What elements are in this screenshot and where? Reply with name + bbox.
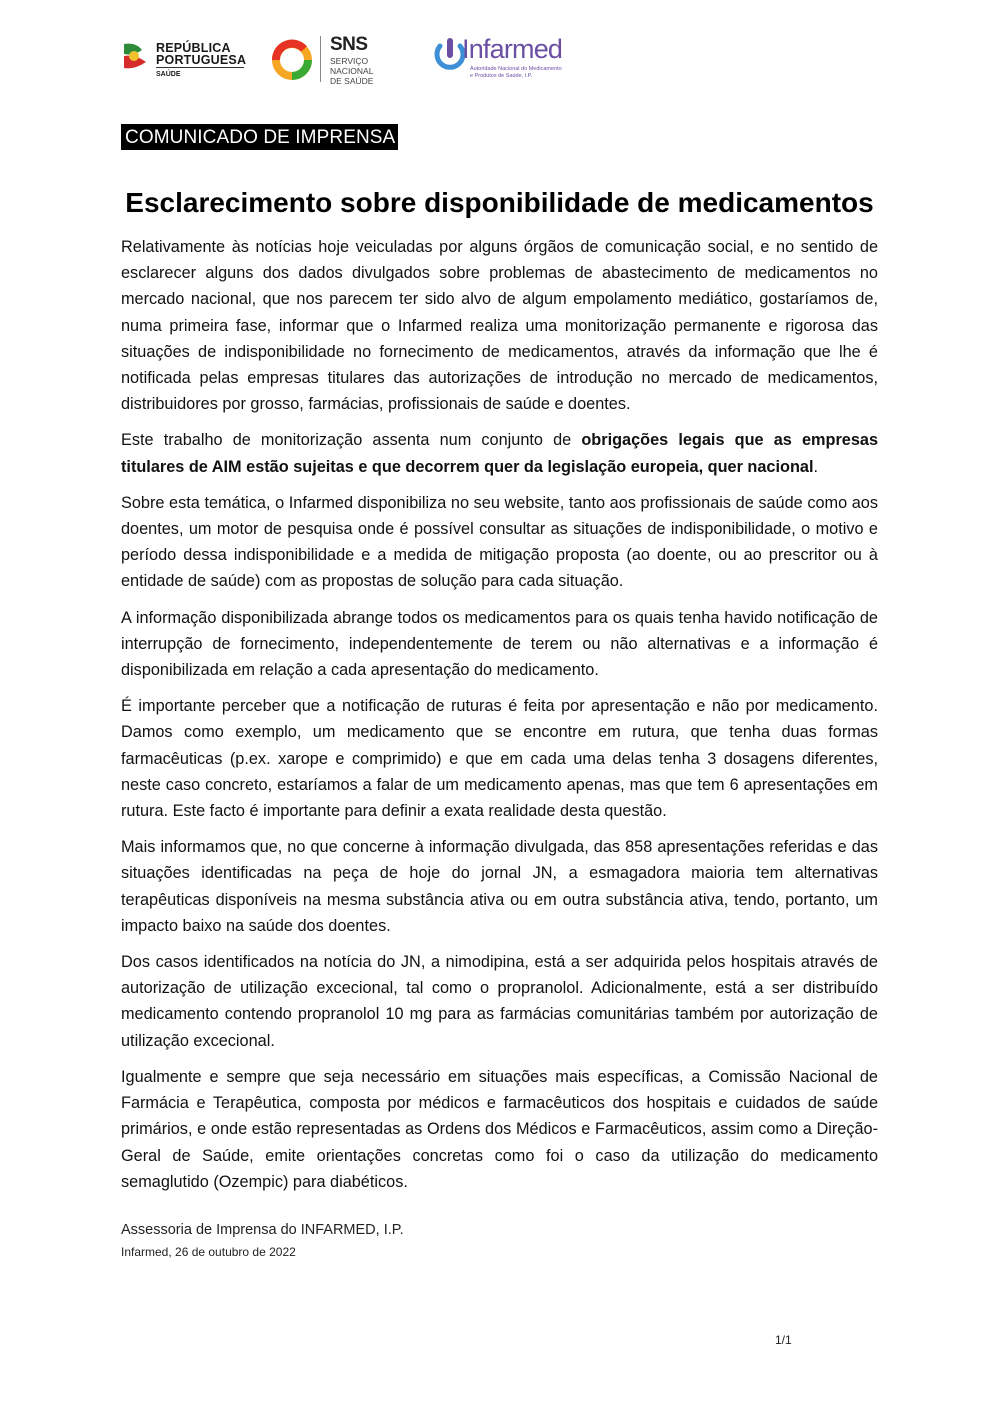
page-title: Esclarecimento sobre disponibilidade de medicamentos: [125, 187, 874, 218]
page-number: 1/1: [775, 1333, 792, 1347]
sns-ring-icon: [270, 38, 314, 82]
paragraph-7: Dos casos identificados na notícia do JN, a nimodipina, está a ser adquirida pelos hospitais através de autorização de utilização excecional, tal como o propranolol. Adicionalmente, está a ser distribuído medicamento contendo propranolol 10 mg para as farmácias comunitárias também por autorização de utilização excecional.: [121, 953, 878, 1050]
infarmed-sub1: Autoridade Nacional do Medicamento: [470, 66, 562, 72]
paragraph-8: Igualmente e sempre que seja necessário em situações mais específicas, a Comissão Nacional de Farmácia e Terapêutica, composta por médicos e farmacêuticos dos hospitais e cuidados de saúde primários, e onde estão representadas as Ordens dos Médicos e Farmacêuticos, assim como a Direção-Geral de Saúde, emite orientações concretas como foi o caso da utilização do medicamento semaglutido (Ozempic) para diabéticos.: [121, 1067, 878, 1191]
republica-sub: SAÚDE: [156, 71, 181, 78]
paragraph-6: Mais informamos que, no que concerne à informação divulgada, das 858 apresentações referidas e das situações identificadas na peça de hoje do jornal JN, a esmagadora maioria tem alternativas terapêuticas disponíveis na mesma substância ativa ou em outra substância ativa, tendo, portanto, um impacto baixo na saúde dos doentes.: [121, 838, 878, 935]
infarmed-name: Infarmed: [462, 34, 563, 64]
paragraph-2-pre: Este trabalho de monitorização assenta num conjunto de: [121, 431, 582, 450]
sns-name: SNS: [330, 34, 368, 55]
infarmed-logo: [432, 34, 582, 86]
sns-logo: [270, 34, 400, 86]
republica-line1: REPÚBLICA: [156, 41, 231, 55]
paragraph-1: Relativamente às notícias hoje veiculadas por alguns órgãos de comunicação social, e no sentido de esclarecer alguns dos dados divulgados sobre problemas de abastecimento de medicamentos no mercado nacional, que nos parecem ter sido alvo de algum empolamento mediático, gostaríamos de, numa primeira fase, informar que o Infarmed realiza uma monitorização permanente e rigorosa das situações de indisponibilidade no fornecimento de medicamentos, através da informação que lhe é notificada pelas empresas titulares das autorizações de introdução no mercado de medicamentos, distribuidores por grosso, farmácias, profissionais de saúde e doentes.: [121, 238, 878, 414]
paragraph-5: É importante perceber que a notificação de ruturas é feita por apresentação e não por medicamento. Damos como exemplo, um medicamento que se encontre em rutura, que tenha duas formas farmacêuticas (p.ex. xarope e comprimido) e que em cada uma delas tenha 3 dosagens diferentes, neste caso concreto, estaríamos a falar de um medicamento apenas, mas que tem 6 apresentações em rutura. Este facto é importante para definir a exata realidade desta questão.: [121, 697, 878, 821]
header-logos: [120, 34, 580, 86]
sns-divider: [320, 36, 321, 82]
signature: Assessoria de Imprensa do INFARMED, I.P.: [121, 1222, 404, 1238]
paragraph-3: Sobre esta temática, o Infarmed disponibiliza no seu website, tanto aos profissionais de saúde como aos doentes, um motor de pesquisa onde é possível consultar as situações de indisponibilidade, o motivo e período dessa indisponibilidade e a medida de mitigação proposta (ao doente, ou ao prescritor ou à entidade de saúde) com as propostas de solução para cada situação.: [121, 493, 878, 591]
paragraph-4: A informação disponibilizada abrange todos os medicamentos para os quais tenha havido notificação de interrupção de fornecimento, independentemente de terem ou não alternativas e a informação é disponibilizada em relação a cada apresentação do medicamento.: [121, 608, 878, 680]
republica-portuguesa-logo: [120, 34, 245, 86]
press-release-banner: COMUNICADO DE IMPRENSA: [121, 124, 398, 150]
portugal-emblem-icon: [120, 40, 152, 72]
republica-line2: PORTUGUESA: [156, 53, 247, 67]
date-line: Infarmed, 26 de outubro de 2022: [121, 1245, 296, 1259]
republica-divider: [156, 67, 244, 68]
article-body: [121, 234, 878, 1205]
sns-sub1: SERVIÇO NACIONAL: [330, 56, 374, 76]
paragraph-2-bold: obrigações legais que as empresas titulares de AIM estão sujeitas e que decorrem quer da legislação europeia, quer nacional: [121, 431, 878, 476]
paragraph-2-post: .: [813, 457, 819, 476]
sns-sub2: DE SAÚDE: [330, 76, 374, 86]
paragraph-2: [121, 427, 878, 479]
infarmed-sub2: e Produtos de Saúde, I.P.: [470, 73, 533, 79]
